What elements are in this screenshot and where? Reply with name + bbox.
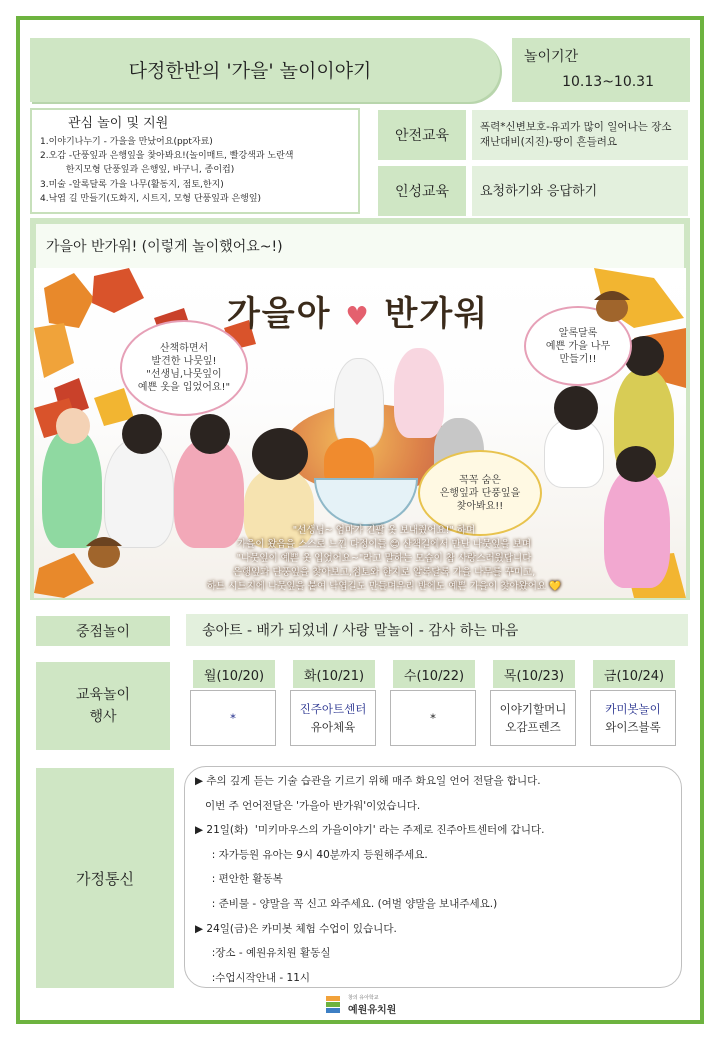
- day-line1: 이야기할머니: [499, 702, 567, 716]
- logo-mark-icon: [324, 994, 342, 1014]
- home-line: 이번 주 언어전달은 '가을아 반가워'이었습니다.: [195, 799, 421, 812]
- focus-content: 송아트 - 배가 되었네 / 사랑 말놀이 - 감사 하는 마음: [186, 614, 688, 646]
- logo-name: 예원유치원: [348, 1005, 397, 1016]
- home-line: :수업시작안내 - 11시: [195, 971, 311, 984]
- title-tab: [30, 38, 500, 102]
- interest-item: 4.낙엽 길 만들기(도화지, 시트지, 모형 단풍잎과 은행잎): [40, 193, 262, 204]
- focus-label: 중점놀이: [36, 616, 170, 646]
- day-line2: 와이즈블록: [605, 720, 661, 734]
- poster-footer-text: "선생님~ 엄마가 긴팔 옷 보내줬어요!" 하며 가을이 왔음을 스스로 느낀 다정이들 😊 산책길에서 만난 나뭇잎을 보며 "나뭇잎이 예쁜 옷 입었어요~"라고 말하는 모습이 참 사랑스러웠답니다 은행잎과 단풍잎을 찾아보고,점토와 한지로 알록달록 가을 나무를 꾸미고, 하트 시트지에 나뭇잎을 붙여 낙엽길도 만들며우리 반에도 예쁜 가을이 찾아왔어요 💛: [206, 525, 562, 592]
- activity-photo: [34, 268, 686, 598]
- day-body: [590, 690, 676, 746]
- home-label: 가정통신: [36, 768, 174, 988]
- day-line1: *: [230, 711, 236, 725]
- day-head: 금(10/24): [593, 660, 675, 688]
- day-line1: 카미봇놀이: [605, 702, 661, 716]
- bubble-right-text: 알록달록 예쁜 가을 나무 만들기!!: [545, 327, 611, 365]
- heart-icon: ♥: [345, 302, 371, 332]
- day-head: 목(10/23): [493, 660, 575, 688]
- day-head: 화(10/21): [293, 660, 375, 688]
- day-line2: 오감프렌즈: [505, 720, 561, 734]
- home-line: :장소 - 예원유치원 활동실: [195, 947, 331, 960]
- poster-title: [218, 286, 498, 335]
- home-line: : 자가등원 유아는 9시 40분까지 등원해주세요.: [195, 848, 428, 861]
- day-head: 수(10/22): [393, 660, 475, 688]
- bubble-left-text: 산책하면서 발견한 나뭇잎! "선생님,나뭇잎이 예쁜 옷을 입었어요!": [137, 343, 231, 393]
- child-hair: [252, 428, 308, 480]
- day-line2: 유아체육: [310, 720, 356, 734]
- child-figure: [394, 348, 444, 438]
- character-label: 인성교육: [378, 166, 466, 216]
- child-figure: [334, 358, 384, 448]
- photo-caption: 가을아 반가워! (이렇게 놀이했어요~!): [36, 224, 684, 268]
- character-content: 요청하기와 응답하기: [472, 166, 688, 216]
- safety-label: 안전교육: [378, 110, 466, 160]
- day-body: [390, 690, 476, 746]
- character-row: [378, 166, 688, 216]
- period-value: 10.13~10.31: [562, 74, 654, 90]
- safety-content: [472, 110, 688, 160]
- day-body: [490, 690, 576, 746]
- day-line1: *: [430, 711, 436, 725]
- day-line1: 진주아트센터: [299, 702, 367, 716]
- child-hair: [554, 386, 598, 430]
- period-label: 놀이기간: [524, 49, 579, 65]
- bubble-center-text: 꼭꼭 숨은 은행잎과 단풍잎을 찾아봐요!!: [439, 474, 521, 512]
- safety-line: 재난대비(지진)-땅이 흔들려요: [480, 136, 618, 148]
- poster-title-left: 가을아: [226, 294, 332, 334]
- interest-title: 관심 놀이 및 지원: [68, 116, 169, 131]
- kindergarten-logo: [324, 994, 414, 1016]
- safety-row: [378, 110, 688, 160]
- home-line: ▶ 21일(화) '미키마우스의 가을이야기' 라는 주제로 진주아트센터에 갑니다.: [195, 824, 545, 837]
- day-column-mon: [190, 660, 278, 746]
- home-line: ▶ 24일(금)은 카미봇 체험 수업이 있습니다.: [195, 922, 397, 935]
- child-face: [56, 408, 90, 444]
- child-hair: [122, 414, 162, 454]
- day-body: [290, 690, 376, 746]
- events-label: 교육놀이 행사: [36, 662, 170, 750]
- interest-item: 1.이야기나누기 - 가을을 만났어요(ppt자료): [40, 137, 213, 147]
- interest-list: [40, 135, 350, 206]
- photo-section: [30, 218, 690, 600]
- day-body: [190, 690, 276, 746]
- acorn-icon: [82, 526, 126, 570]
- safety-line: 폭력*신변보호-유괴가 많이 일어나는 장소: [480, 121, 672, 133]
- day-head: 월(10/20): [193, 660, 275, 688]
- home-line: : 편안한 활동복: [195, 873, 283, 886]
- period-box: [512, 38, 690, 102]
- day-column-fri: [590, 660, 678, 746]
- interest-box: [30, 108, 360, 214]
- day-column-wed: [390, 660, 478, 746]
- home-line: ▶ 추의 깊게 듣는 기술 습관을 기르기 위해 매주 화요일 언어 전달을 합니다.: [195, 775, 541, 787]
- acorn-icon: [590, 280, 634, 324]
- home-notice-box: [184, 766, 682, 988]
- page-title: 다정한반의 '가을' 놀이이야기: [128, 60, 372, 82]
- interest-item: 3.미술 -알록달록 가을 나무(활동지, 점토,한지): [40, 179, 224, 190]
- interest-item: 2.오감 -단풍잎과 은행잎을 찾아봐요!(놀이매트, 빨강색과 노란색: [40, 151, 294, 162]
- speech-bubble-left: [120, 320, 248, 416]
- day-column-tue: [290, 660, 378, 746]
- child-hair: [190, 414, 230, 454]
- child-hair: [616, 446, 656, 482]
- logo-subtitle: 창의 유아학교: [348, 995, 379, 1001]
- interest-item: 한지모형 단풍잎과 은행잎, 바구니, 종이컵): [40, 165, 235, 176]
- day-column-thu: [490, 660, 578, 746]
- poster-title-right: 반가워: [384, 294, 490, 334]
- home-line: : 준비물 - 양말을 꼭 신고 와주세요. (여벌 양말을 보내주세요.): [195, 897, 498, 910]
